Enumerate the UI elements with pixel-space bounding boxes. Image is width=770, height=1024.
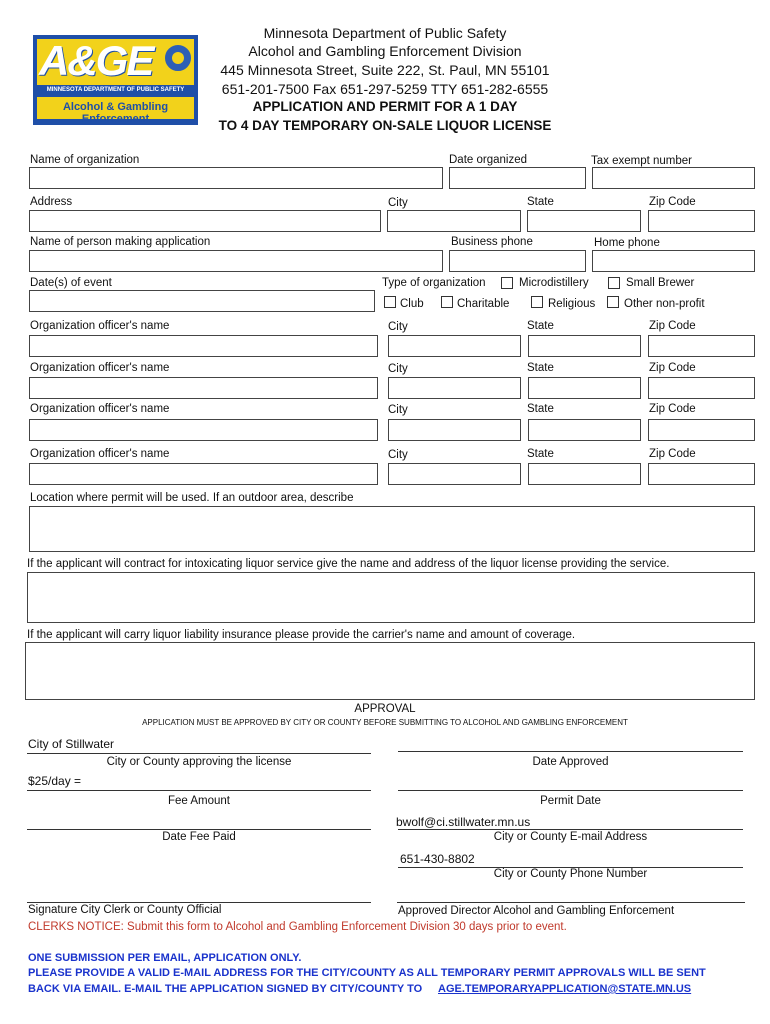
header-division: Alcohol and Gambling Enforcement Division	[248, 43, 522, 59]
label-person: Name of person making application	[30, 236, 211, 248]
label-date-approved: Date Approved	[532, 756, 609, 768]
label-zip-1: Zip Code	[649, 196, 696, 208]
label-religious: Religious	[548, 298, 596, 310]
permit-date-line[interactable]	[398, 790, 743, 791]
officer-state-field-3[interactable]	[528, 419, 641, 441]
label-zip-5: Zip Code	[649, 448, 696, 460]
label-signature: Signature City Clerk or County Official	[28, 904, 222, 916]
label-charitable: Charitable	[457, 298, 510, 310]
approval-heading: APPROVAL	[354, 703, 416, 715]
label-city-2: City	[388, 321, 408, 333]
city-field-1[interactable]	[387, 210, 521, 232]
date-organized-field[interactable]	[449, 167, 586, 189]
charitable-checkbox[interactable]	[441, 296, 453, 308]
date-fee-paid-line[interactable]	[27, 829, 371, 830]
label-home-phone: Home phone	[594, 237, 660, 249]
label-club: Club	[400, 298, 424, 310]
business-phone-field[interactable]	[449, 250, 586, 272]
dates-event-field[interactable]	[29, 290, 375, 312]
address-field[interactable]	[29, 210, 381, 232]
phone-value: 651-430-8802	[400, 852, 475, 866]
home-phone-field[interactable]	[592, 250, 755, 272]
label-date-fee-paid: Date Fee Paid	[162, 831, 236, 843]
label-state-1: State	[527, 196, 554, 208]
email-line[interactable]	[398, 829, 743, 830]
back-via-email-notice: BACK VIA EMAIL. E-MAIL THE APPLICATION SIGNED BY CITY/COUNTY TO	[28, 983, 423, 995]
small-brewer-checkbox[interactable]	[608, 277, 620, 289]
label-city-approving: City or County approving the license	[106, 756, 292, 768]
contract-field[interactable]	[27, 572, 755, 623]
label-city-4: City	[388, 404, 408, 416]
signature-line[interactable]	[27, 902, 371, 903]
header-phones: 651-201-7500 Fax 651-297-5259 TTY 651-282-6555	[221, 81, 549, 97]
label-fee-amount: Fee Amount	[167, 795, 230, 807]
label-officer-1: Organization officer's name	[30, 320, 170, 332]
title-line1: APPLICATION AND PERMIT FOR A 1 DAY	[252, 99, 518, 114]
club-checkbox[interactable]	[384, 296, 396, 308]
officer-name-field-1[interactable]	[29, 335, 378, 357]
fee-amount-line[interactable]	[27, 790, 371, 791]
label-state-2: State	[527, 320, 554, 332]
label-city-5: City	[388, 449, 408, 461]
label-address: Address	[30, 196, 73, 208]
city-approving-value: City of Stillwater	[28, 737, 115, 751]
date-approved-line[interactable]	[398, 751, 743, 752]
insurance-field[interactable]	[25, 642, 755, 700]
label-tax-exempt: Tax exempt number	[591, 155, 692, 167]
label-zip-2: Zip Code	[649, 320, 696, 332]
submission-email-link[interactable]: AGE.TEMPORARYAPPLICATION@STATE.MN.US	[438, 983, 692, 995]
label-type-org: Type of organization	[382, 277, 486, 289]
officer-name-field-3[interactable]	[29, 419, 378, 441]
label-contract: If the applicant will contract for intoxicating liquor service give the name and address of the liquor license providing the service.	[27, 558, 670, 570]
officer-zip-field-1[interactable]	[648, 335, 755, 357]
label-microdistillery: Microdistillery	[519, 277, 589, 289]
logo-tagline: Alcohol & Gambling Enforcement	[62, 101, 169, 125]
label-business-phone: Business phone	[451, 236, 533, 248]
label-city-1: City	[388, 197, 408, 209]
email-value: bwolf@ci.stillwater.mn.us	[396, 815, 531, 829]
label-zip-4: Zip Code	[649, 403, 696, 415]
state-field-1[interactable]	[527, 210, 641, 232]
director-line[interactable]	[397, 902, 745, 903]
officer-city-field-2[interactable]	[388, 377, 521, 399]
label-officer-4: Organization officer's name	[30, 448, 170, 460]
label-insurance: If the applicant will carry liquor liability insurance please provide the carrier's name and amount of coverage.	[27, 629, 576, 641]
city-approving-line[interactable]	[27, 753, 371, 754]
label-zip-3: Zip Code	[649, 362, 696, 374]
other-nonprofit-checkbox[interactable]	[607, 296, 619, 308]
officer-state-field-2[interactable]	[528, 377, 641, 399]
label-other-nonprofit: Other non-profit	[624, 298, 705, 310]
officer-name-field-4[interactable]	[29, 463, 378, 485]
officer-city-field-1[interactable]	[388, 335, 521, 357]
logo-band: MINNESOTA DEPARTMENT OF PUBLIC SAFETY	[46, 87, 185, 93]
religious-checkbox[interactable]	[531, 296, 543, 308]
label-city-3: City	[388, 363, 408, 375]
tax-exempt-field[interactable]	[592, 167, 755, 189]
org-name-field[interactable]	[29, 167, 443, 189]
officer-state-field-4[interactable]	[528, 463, 641, 485]
label-phone: City or County Phone Number	[493, 868, 648, 880]
location-field[interactable]	[29, 506, 755, 552]
label-location: Location where permit will be used. If an outdoor area, describe	[30, 492, 354, 504]
label-officer-3: Organization officer's name	[30, 403, 170, 415]
label-state-4: State	[527, 403, 554, 415]
label-state-5: State	[527, 448, 554, 460]
label-director: Approved Director Alcohol and Gambling Enforcement	[398, 905, 675, 917]
officer-state-field-1[interactable]	[528, 335, 641, 357]
label-date-organized: Date organized	[449, 154, 527, 166]
age-logo	[33, 35, 198, 125]
officer-city-field-3[interactable]	[388, 419, 521, 441]
label-org-name: Name of organization	[30, 154, 140, 166]
label-email: City or County E-mail Address	[493, 831, 648, 843]
title-line2: TO 4 DAY TEMPORARY ON-SALE LIQUOR LICENSE	[218, 118, 552, 133]
officer-zip-field-4[interactable]	[648, 463, 755, 485]
zip-field-1[interactable]	[648, 210, 755, 232]
provide-email-notice: PLEASE PROVIDE A VALID E-MAIL ADDRESS FOR THE CITY/COUNTY AS ALL TEMPORARY PERMIT APPROVALS WILL BE SENT	[28, 967, 706, 979]
officer-zip-field-3[interactable]	[648, 419, 755, 441]
officer-name-field-2[interactable]	[29, 377, 378, 399]
label-officer-2: Organization officer's name	[30, 362, 170, 374]
officer-zip-field-2[interactable]	[648, 377, 755, 399]
microdistillery-checkbox[interactable]	[501, 277, 513, 289]
logo-seal-icon	[163, 43, 193, 73]
label-small-brewer: Small Brewer	[626, 277, 695, 289]
header-address: 445 Minnesota Street, Suite 222, St. Paul, MN 55101	[220, 62, 550, 78]
clerks-notice: CLERKS NOTICE: Submit this form to Alcohol and Gambling Enforcement Division 30 days prior to event.	[28, 921, 567, 933]
label-state-3: State	[527, 362, 554, 374]
fee-value: $25/day =	[28, 774, 82, 788]
logo-letters: A&GE	[39, 37, 153, 84]
officer-city-field-4[interactable]	[388, 463, 521, 485]
approval-subheading: APPLICATION MUST BE APPROVED BY CITY OR COUNTY BEFORE SUBMITTING TO ALCOHOL AND GAMBLING ENFORCEMENT	[142, 718, 628, 727]
person-field[interactable]	[29, 250, 443, 272]
label-dates-event: Date(s) of event	[30, 277, 112, 289]
one-submission-notice: ONE SUBMISSION PER EMAIL, APPLICATION ONLY.	[28, 952, 302, 964]
header-dept: Minnesota Department of Public Safety	[263, 25, 507, 41]
label-permit-date: Permit Date	[540, 795, 601, 807]
